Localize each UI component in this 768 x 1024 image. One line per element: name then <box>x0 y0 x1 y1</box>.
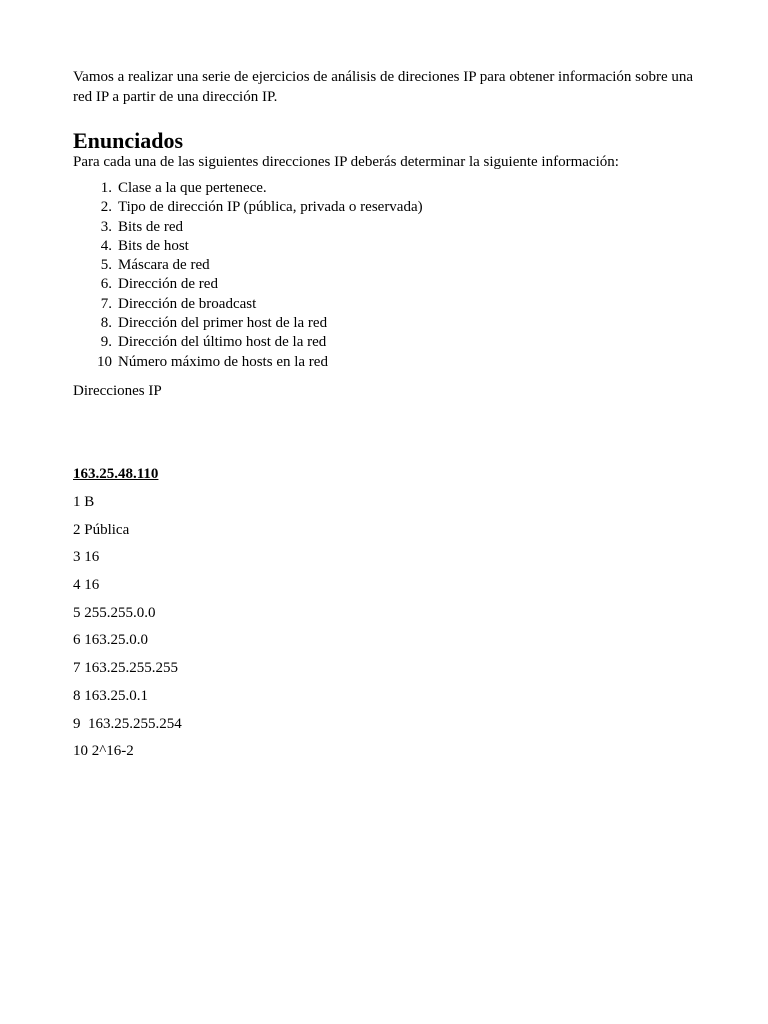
section-heading: Enunciados <box>73 128 184 153</box>
answer-line: 5 255.255.0.0 <box>73 604 156 621</box>
list-item <box>73 256 423 275</box>
list-text: Tipo de dirección IP (pública, privada o reservada) <box>118 199 423 216</box>
list-number: 7. <box>100 295 112 312</box>
answer-line: 7 163.25.255.255 <box>73 660 178 677</box>
list-item <box>73 237 423 256</box>
answer-line: 4 16 <box>73 577 100 594</box>
answer-line: 3 16 <box>73 549 100 566</box>
list-text: Bits de host <box>118 237 189 254</box>
list-text: Número máximo de hosts en la red <box>118 353 328 370</box>
list-number: 4. <box>100 237 112 254</box>
list-number: 1. <box>100 180 112 196</box>
list-text: Dirección de red <box>118 276 218 293</box>
answer-line: 9 163.25.255.254 <box>73 715 182 732</box>
list-number: 2. <box>100 199 112 216</box>
list-text: Bits de red <box>118 218 183 235</box>
list-number: 3. <box>100 218 112 235</box>
ip-address-heading: 163.25.48.110 <box>73 466 159 482</box>
answer-line: 6 163.25.0.0 <box>73 632 148 649</box>
list-text: Dirección del último host de la red <box>118 334 327 351</box>
list-item <box>73 333 423 352</box>
requirements-list <box>73 179 423 372</box>
answer-line: 1 B <box>73 494 95 510</box>
directions-label: Direcciones IP <box>73 383 162 399</box>
list-number: 9. <box>100 334 112 351</box>
lead-paragraph: Para cada una de las siguientes direcciones IP deberás determinar la siguiente información: <box>73 154 619 170</box>
list-text: Máscara de red <box>118 257 210 274</box>
list-item <box>73 198 423 217</box>
list-text: Dirección de broadcast <box>118 295 257 312</box>
list-item <box>73 218 423 237</box>
list-text: Clase a la que pertenece. <box>118 180 267 196</box>
answer-line: 8 163.25.0.1 <box>73 687 148 704</box>
answer-line: 10 2^16-2 <box>73 743 134 760</box>
intro-paragraph: Vamos a realizar una serie de ejercicios de análisis de direciones IP para obtener información sobre una red IP a partir de una dirección IP. <box>73 69 694 105</box>
list-item <box>73 275 423 294</box>
list-number: 10 <box>97 353 112 370</box>
list-text: Dirección del primer host de la red <box>118 315 328 332</box>
answers-list <box>73 492 182 769</box>
list-item <box>73 179 423 198</box>
answer-line: 2 Pública <box>73 521 130 538</box>
list-item <box>73 314 423 333</box>
list-item <box>73 295 423 314</box>
list-number: 8. <box>100 315 112 332</box>
list-item <box>73 353 423 372</box>
list-number: 5. <box>100 257 112 274</box>
list-number: 6. <box>100 276 112 293</box>
